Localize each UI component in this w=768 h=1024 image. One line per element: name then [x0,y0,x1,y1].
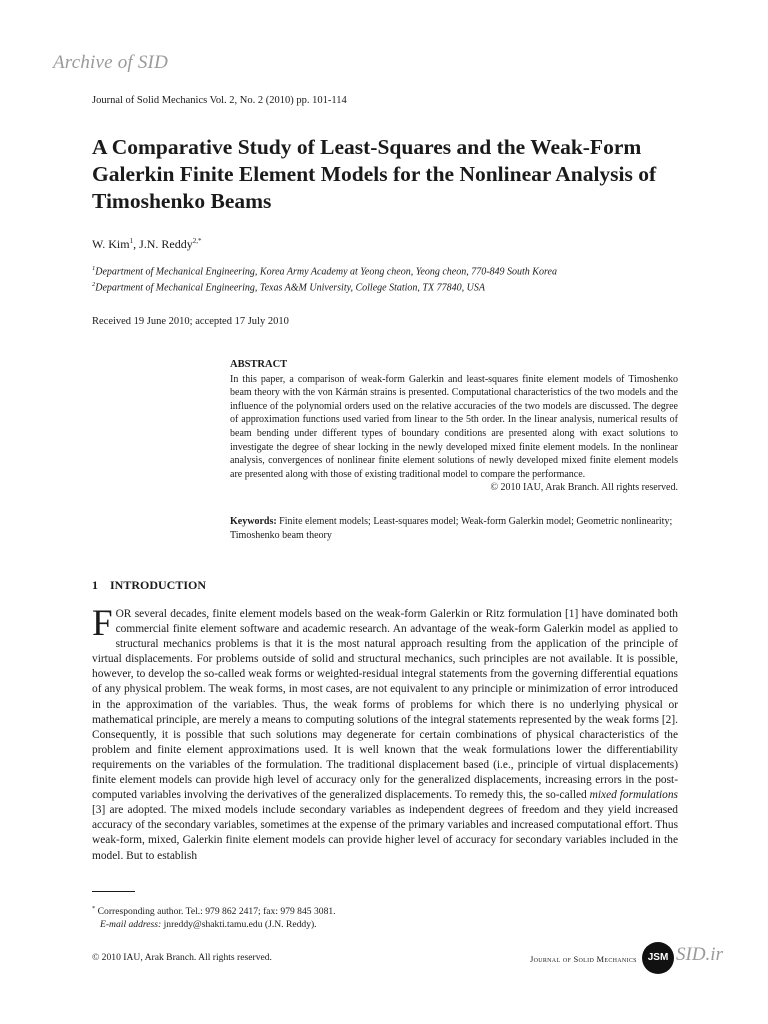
keywords-text: Finite element models; Least-squares model; Weak-form Galerkin model; Geometric nonlinearity; Timoshenko beam theory [230,516,673,541]
jsm-logo-icon: JSM [642,942,674,974]
affiliation [92,278,557,294]
archive-watermark: Archive of SID [53,52,169,73]
abstract-heading: ABSTRACT [230,359,288,370]
page-copyright: © 2010 IAU, Arak Branch. All rights reserved. [92,952,272,963]
affiliation [92,262,557,278]
drop-cap: F [92,603,113,644]
footnote [92,902,336,931]
received-dates: Received 19 June 2010; accepted 17 July 2010 [92,316,289,327]
author-separator: , [133,237,140,251]
footnote-contact: Corresponding author. Tel.: 979 862 2417; fax: 979 845 3081. [95,906,336,918]
footnote-corresponding [92,902,336,918]
keywords-label: Keywords: [230,516,277,527]
email-label: E-mail address: [100,919,162,931]
section-number: 1 [92,578,98,592]
footnote-marker: * [92,905,96,912]
section-heading [92,578,206,593]
author-affiliation-marker: 2,* [192,237,202,245]
intro-italic-term: mixed formulations [589,789,678,802]
paper-title: A Comparative Study of Least-Squares and the Weak-Form Galerkin Finite Element Models for the Nonlinear Analysis of Timoshenko Beams [92,135,657,213]
abstract-body: In this paper, a comparison of weak-form Galerkin and least-squares finite element models of Timoshenko beam theory with the von Kármán strains is presented. Computational characteristics of the two models and the influence of the polynomial orders used on the relative accuracies of the two models are discussed. The degree of approximation functions used varied from linear to the 5th order. In the linear analysis, numerical results of beam bending under different types of boundary conditions are presented along with exact solutions to investigate the degree of shear locking in the newly developed mixed finite element models. In the nonlinear analysis, convergences of nonlinear finite element solutions of newly developed mixed finite element models are presented along with those of existing traditional model to compare the performance. [230,373,678,480]
email-address: jnreddy@shakti.tamu.edu (J.N. Reddy). [161,919,317,931]
author-name: J.N. Reddy [139,237,193,251]
abstract-block [230,358,678,495]
affiliation-text: Department of Mechanical Engineering, Texas A&M University, College Station, TX 77840, USA [95,282,485,294]
affiliation-text: Department of Mechanical Engineering, Korea Army Academy at Yeong cheon, Yeong cheon, 770-849 South Korea [95,266,557,278]
keywords-block [230,515,678,542]
footer-journal-name: Journal of Solid Mechanics [530,954,637,964]
sid-watermark: SID.ir [676,944,723,965]
intro-text: OR several decades, finite element models based on the weak-form Galerkin or Ritz formulation [1] have dominated both commercial finite element software and academic research. An advantage of the weak-form Galerkin model as applied to structural mechanics problems is that it is the most natural approach resulting from the application of the principle of virtual displacements. For problems outside of solid and structural mechanics, such principles are not available. It is possible, however, to develop the so-called weak forms or weighted-residual integral statements from the governing differential equations of any physical problem. The weak forms, in most cases, are not equivalent to any principle or minimization of error introduced in the approximation of the variables. Thus, the weak forms of problems for which there is no underlying physical or mathematical principle, are merely a means to computing solutions of the integral statements represented by the weak forms [2]. Consequently, it is possible that such solutions may degenerate for certain combinations of physical characteristics of the problem and finite element approximations used. It is well known that the weak formulations lower the differentiability requirements on the variables of the formulation. The traditional displacement based (i.e., principle of virtual displacements) finite element models can provide high level of accuracy only for the generalized displacements, increasing errors in the post-computed variables involving the derivatives of the generalized displacements. To remedy this, the so-called [92,608,678,802]
author-name: W. Kim [92,237,130,251]
author-list [92,237,201,252]
journal-reference: Journal of Solid Mechanics Vol. 2, No. 2 (2010) pp. 101-114 [92,95,347,106]
footnote-email-line [92,918,336,931]
footnote-rule [92,891,135,892]
section-title: INTRODUCTION [110,578,207,592]
intro-text: [3] are adopted. The mixed models include secondary variables as independent degrees of freedom and they yield increased accuracy of the secondary variables, sometimes at the expense of the primary variables and increased computational effort. Thus weak-form, mixed, Galerkin finite element models can provide higher level of accuracy for secondary variables included in the model. But to establish [92,804,678,862]
author-affiliation-marker: 1 [129,237,134,245]
affiliation-list [92,262,557,295]
introduction-paragraph [92,603,678,864]
abstract-copyright: © 2010 IAU, Arak Branch. All rights reserved. [490,482,678,494]
affiliation-marker: 1 [92,265,96,272]
affiliation-marker: 2 [92,281,96,289]
